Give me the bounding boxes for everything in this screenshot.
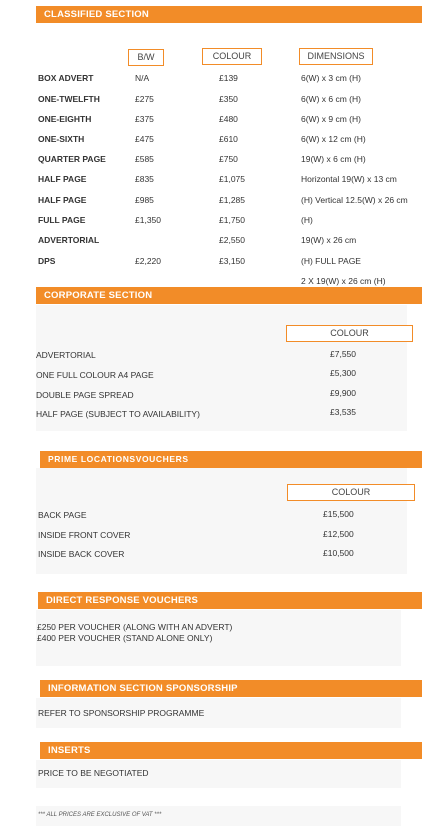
- classified-row-dimensions: (H) Vertical 12.5(W) x 26 cm: [301, 195, 408, 205]
- classified-row-bw: £275: [135, 94, 154, 104]
- corporate-row-name: ONE FULL COLOUR A4 PAGE: [36, 370, 154, 380]
- colour-column-header: COLOUR: [202, 48, 262, 65]
- classified-row-colour: £139: [219, 73, 238, 83]
- classified-row-colour: £610: [219, 134, 238, 144]
- bw-column-header: B/W: [128, 49, 164, 66]
- prime-section-header: PRIME LOCATIONSVOUCHERS: [40, 451, 422, 468]
- classified-row-bw: £475: [135, 134, 154, 144]
- prime-row-name: INSIDE FRONT COVER: [38, 530, 131, 540]
- classified-row-bw: £585: [135, 154, 154, 164]
- direct-section-header: DIRECT RESPONSE VOUCHERS: [38, 592, 422, 609]
- classified-row-bw: N/A: [135, 73, 150, 83]
- classified-row-dimensions: 6(W) x 12 cm (H): [301, 134, 366, 144]
- classified-row-name: ONE-SIXTH: [38, 134, 85, 144]
- classified-row-name: ONE-TWELFTH: [38, 94, 100, 104]
- classified-row-colour: £2,550: [219, 235, 245, 245]
- vat-footnote: *** ALL PRICES ARE EXCLUSIVE OF VAT ***: [38, 812, 162, 818]
- corporate-row-name: HALF PAGE (SUBJECT TO AVAILABILITY): [36, 409, 200, 419]
- classified-row-colour: £350: [219, 94, 238, 104]
- corporate-colour-header: COLOUR: [286, 325, 413, 342]
- classified-row-bw: £835: [135, 174, 154, 184]
- classified-row-colour: £1,750: [219, 215, 245, 225]
- inserts-section-header: INSERTS: [40, 742, 422, 759]
- corporate-row-name: DOUBLE PAGE SPREAD: [36, 390, 134, 400]
- classified-extra-dimensions: 2 X 19(W) x 26 cm (H): [301, 276, 386, 286]
- classified-row-colour: £750: [219, 154, 238, 164]
- classified-row-dimensions: (H): [301, 215, 313, 225]
- classified-row-dimensions: 6(W) x 6 cm (H): [301, 94, 361, 104]
- classified-row-dimensions: (H) FULL PAGE: [301, 256, 361, 266]
- corporate-row-price: £3,535: [330, 407, 356, 417]
- prime-row-name: BACK PAGE: [38, 510, 87, 520]
- prime-row-price: £12,500: [323, 529, 354, 539]
- direct-line-1: £250 PER VOUCHER (ALONG WITH AN ADVERT): [37, 622, 233, 632]
- classified-section-header: CLASSIFIED SECTION: [36, 6, 422, 23]
- prime-row-price: £15,500: [323, 509, 354, 519]
- info-section-header: INFORMATION SECTION SPONSORSHIP: [40, 680, 422, 697]
- prime-colour-header: COLOUR: [287, 484, 415, 501]
- classified-row-dimensions: 6(W) x 9 cm (H): [301, 114, 361, 124]
- prime-row-price: £10,500: [323, 548, 354, 558]
- classified-row-name: QUARTER PAGE: [38, 154, 106, 164]
- dimensions-column-header: DIMENSIONS: [299, 48, 373, 65]
- classified-row-name: FULL PAGE: [38, 215, 86, 225]
- classified-row-colour: £1,075: [219, 174, 245, 184]
- classified-row-dimensions: Horizontal 19(W) x 13 cm: [301, 174, 397, 184]
- classified-row-name: HALF PAGE: [38, 195, 87, 205]
- corporate-row-name: ADVERTORIAL: [36, 350, 96, 360]
- corporate-section-header: CORPORATE SECTION: [36, 287, 422, 304]
- classified-row-bw: £375: [135, 114, 154, 124]
- classified-row-dimensions: 19(W) x 26 cm: [301, 235, 357, 245]
- direct-line-2: £400 PER VOUCHER (STAND ALONE ONLY): [37, 633, 213, 643]
- corporate-row-price: £9,900: [330, 388, 356, 398]
- classified-row-colour: £3,150: [219, 256, 245, 266]
- classified-row-name: ADVERTORIAL: [38, 235, 100, 245]
- classified-row-name: BOX ADVERT: [38, 73, 94, 83]
- classified-row-name: DPS: [38, 256, 56, 266]
- inserts-line: PRICE TO BE NEGOTIATED: [38, 768, 149, 778]
- classified-row-colour: £1,285: [219, 195, 245, 205]
- info-line: REFER TO SPONSORSHIP PROGRAMME: [38, 708, 205, 718]
- corporate-row-price: £7,550: [330, 349, 356, 359]
- classified-row-bw: £1,350: [135, 215, 161, 225]
- classified-row-colour: £480: [219, 114, 238, 124]
- classified-row-dimensions: 19(W) x 6 cm (H): [301, 154, 366, 164]
- prime-row-name: INSIDE BACK COVER: [38, 549, 125, 559]
- classified-row-dimensions: 6(W) x 3 cm (H): [301, 73, 361, 83]
- classified-row-name: ONE-EIGHTH: [38, 114, 92, 124]
- corporate-row-price: £5,300: [330, 368, 356, 378]
- classified-row-bw: £2,220: [135, 256, 161, 266]
- classified-row-name: HALF PAGE: [38, 174, 87, 184]
- classified-row-bw: £985: [135, 195, 154, 205]
